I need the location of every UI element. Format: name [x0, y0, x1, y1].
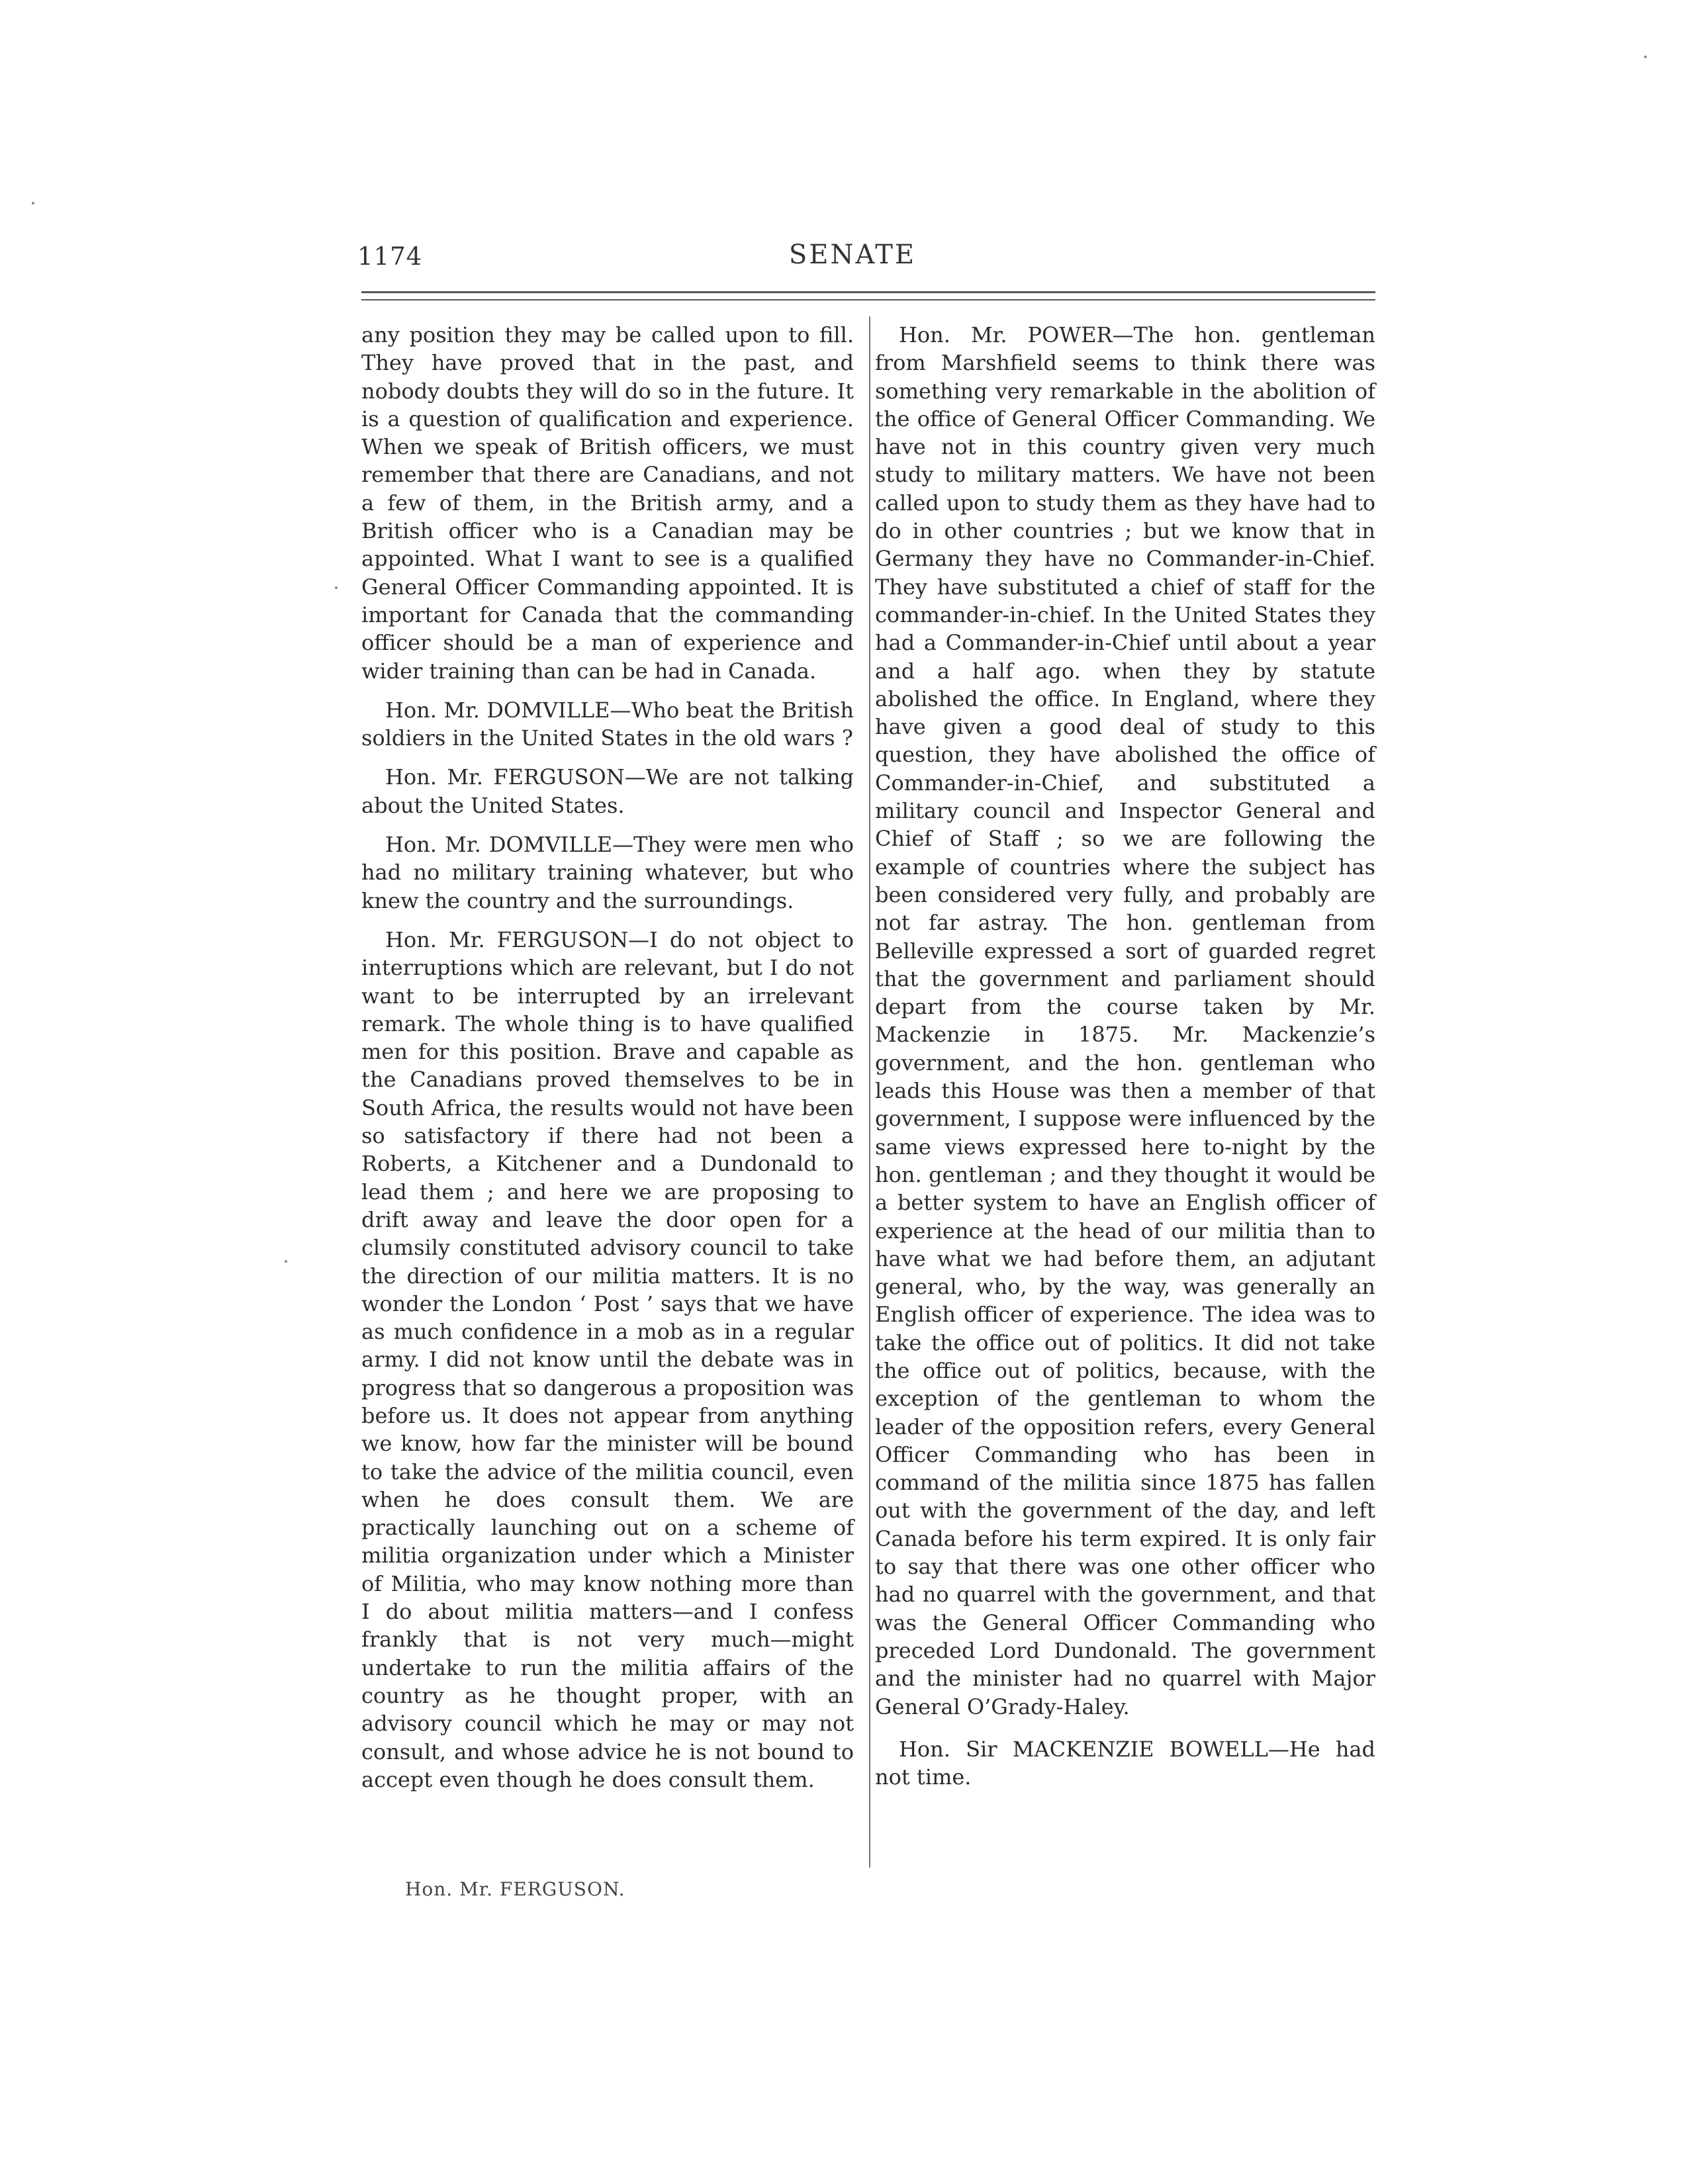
left-paragraph-4: Hon. Mr. DOMVILLE—They were men who had no military training whatever, but who knew the country and the surroundings.	[361, 832, 854, 913]
left-paragraph-2: Hon. Mr. DOMVILLE—Who beat the British soldiers in the United States in the old wars ?	[361, 697, 854, 751]
left-paragraph-1: any position they may be called upon to fill. They have proved that in the past, and nobody doubts they will do so in the future. It is a question of qualification and experience. When we speak of British officers, we must remember that there are Canadians, and not a few of them, in the British army, and a British officer who is a Canadian may be appointed. What I want to see is a qualified General Officer Commanding appointed. It is important for Canada that the commanding officer should be a man of experience and wider training than can be had in Canada.	[361, 322, 854, 684]
left-paragraph-3: Hon. Mr. FERGUSON—We are not talking about the United States.	[361, 764, 854, 818]
left-paragraph-5: Hon. Mr. FERGUSON—I do not object to interruptions which are relevant, but I do not want to be interrupted by an irrelevant remark. The whole thing is to have qualified men for this position. Brave and capable as the Canadians proved themselves to be in South Africa, the results would not have been so satisfactory if there had not been a Roberts, a Kitchener and a Dundonald to lead them ; and here we are proposing to drift away and leave the door open for a clumsily constituted advisory council to take the direction of our militia matters. It is no wonder the London ‘ Post ’ says that we have as much confidence in a mob as in a regular army. I did not know until the debate was in progress that so dangerous a proposition was before us. It does not appear from anything we know, how far the minister will be bound to take the advice of the militia council, even when he does consult them. We are practically launching out on a scheme of militia organization under which a Minister of Militia, who may know nothing more than I do about militia matters—and I confess frankly that is not very much—might undertake to run the militia affairs of the country as he thought proper, with an advisory council which he may or may not consult, and whose advice he is not bound to accept even though he does consult them.	[361, 927, 854, 1792]
column-divider	[869, 316, 870, 1868]
header-rule-top	[361, 291, 1375, 293]
right-paragraph-1: Hon. Mr. POWER—The hon. gentleman from Marshfield seems to think there was something very remarkable in the abolition of the office of General Officer Commanding. We have not in this country given very much study to military matters. We have not been called upon to study them as they have had to do in other countries ; but we know that in Germany they have no Commander-in-Chief. They have substituted a chief of staff for the commander-in-chief. In the United States they had a Commander-in-Chief until about a year and a half ago. when they by statute abolished the office. In England, where they have given a good deal of study to this question, they have abolished the office of Commander-in-Chief, and substituted a military council and Inspector General and Chief of Staff ; so we are following the example of countries where the subject has been considered very fully, and probably are not far astray. The hon. gentleman from Belleville expressed a sort of guarded regret that the government and parliament should depart from the course taken by Mr. Mackenzie in 1875. Mr. Mackenzie’s government, and the hon. gentleman who leads this House was then a member of that government, I suppose were influenced by the same views expressed here to-night by the hon. gentleman ; and they thought it would be a better system to have an English officer of experience at the head of our militia than to have what we had before them, an adjutant general, who, by the way, was generally an English officer of experience. The idea was to take the office out of politics. It did not take the office out of politics, because, with the exception of the gentleman to whom the leader of the opposition refers, every General Officer Commanding who has been in command of the militia since 1875 has fallen out with the government of the day, and left Canada before his term expired. It is only fair to say that there was one other officer who had no quarrel with the government, and that was the General Officer Commanding who preceded Lord Dundonald. The government and the minister had no quarrel with Major General O’Grady-Haley.	[875, 322, 1375, 1719]
right-column	[875, 321, 1375, 1802]
scan-speck	[335, 586, 338, 589]
left-column	[361, 321, 854, 1805]
scan-speck	[285, 1260, 287, 1263]
page-number: 1174	[357, 242, 423, 271]
right-paragraph-2: Hon. Sir MACKENZIE BOWELL—He had not time.	[875, 1736, 1375, 1790]
scan-speck	[32, 202, 34, 205]
header-rule-bottom	[361, 299, 1375, 300]
footer-speaker-name: Hon. Mr. FERGUSON.	[405, 1878, 625, 1900]
scan-speck	[1644, 56, 1647, 58]
running-head: SENATE	[788, 240, 917, 270]
